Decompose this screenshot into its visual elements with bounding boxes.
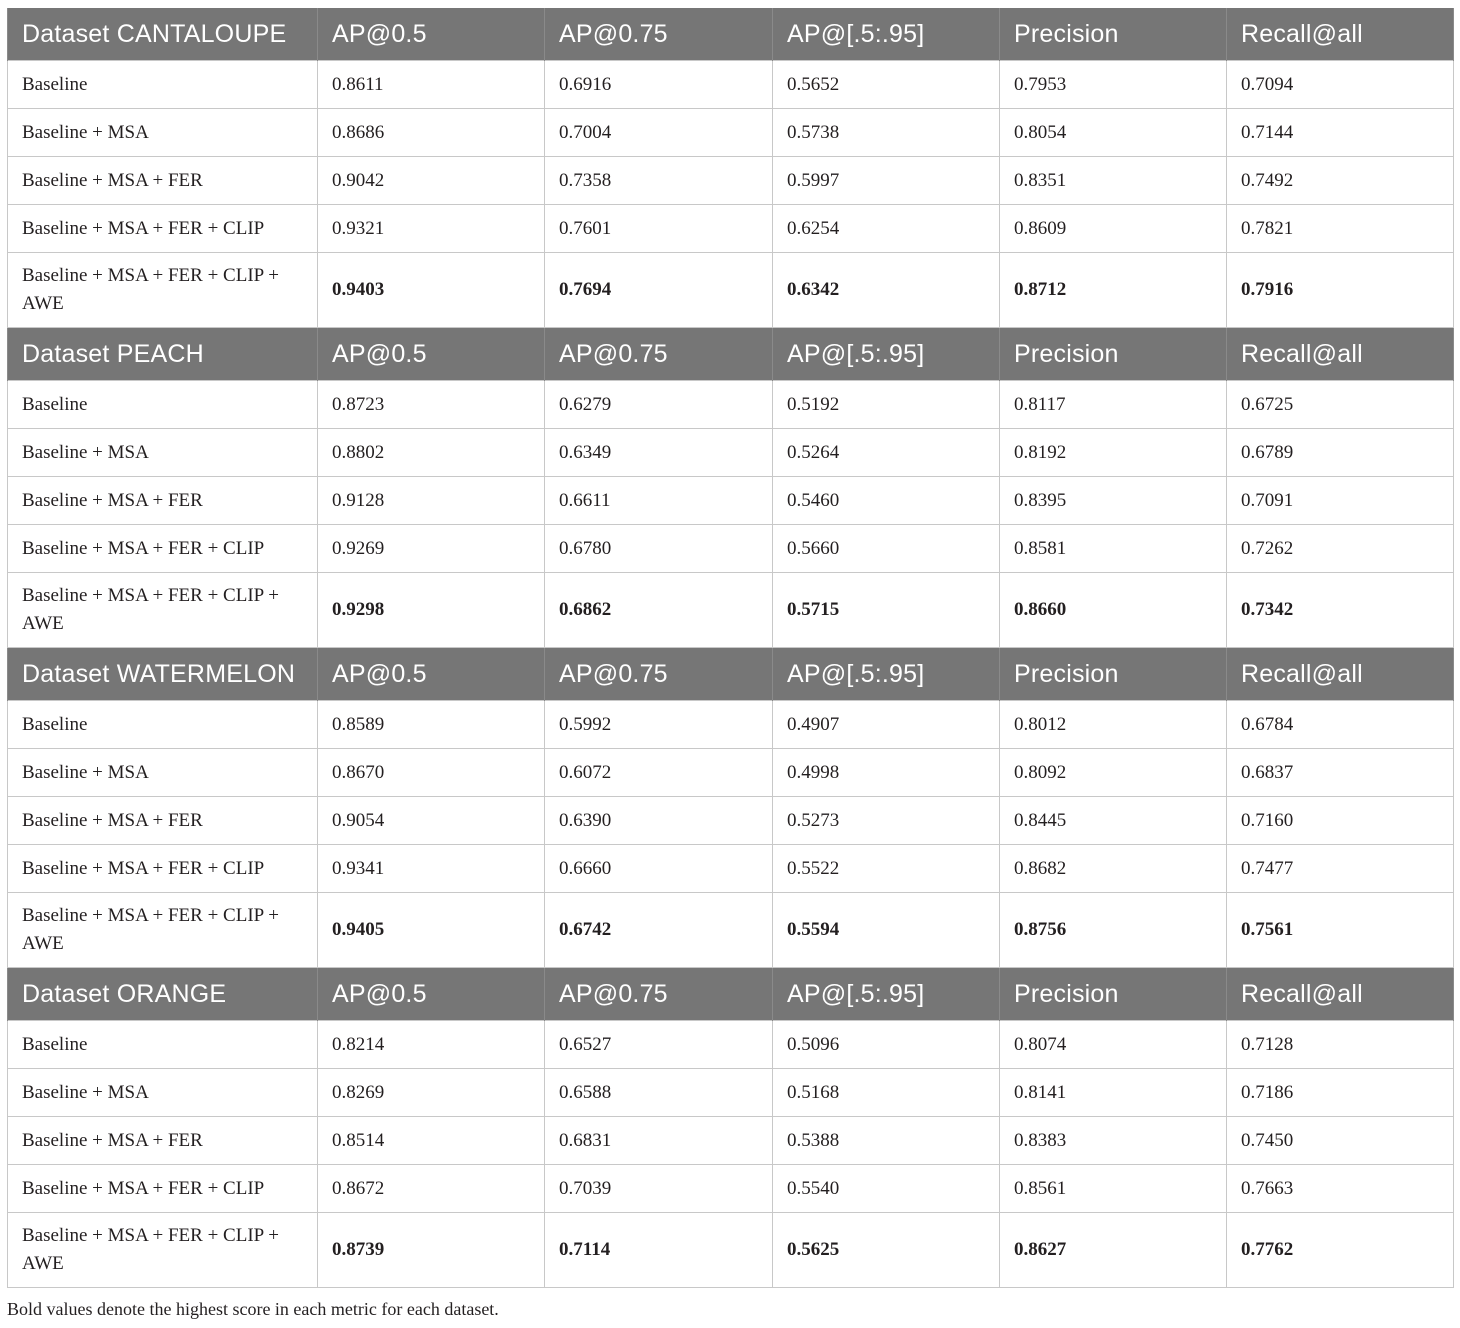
value-cell: 0.8351 — [1000, 157, 1227, 205]
section-header-row — [8, 328, 1454, 381]
ap50-header: AP@0.5 — [318, 8, 545, 61]
table-row — [8, 205, 1454, 253]
table-row — [8, 1213, 1454, 1288]
value-cell: 0.7128 — [1227, 1021, 1454, 1069]
method-cell: Baseline + MSA — [8, 429, 318, 477]
value-cell: 0.8672 — [318, 1165, 545, 1213]
value-cell: 0.8589 — [318, 701, 545, 749]
table-row — [8, 157, 1454, 205]
ap75-header: AP@0.75 — [545, 328, 773, 381]
ap50-header: AP@0.5 — [318, 328, 545, 381]
value-cell: 0.8682 — [1000, 845, 1227, 893]
ap75-header: AP@0.75 — [545, 648, 773, 701]
value-cell: 0.8445 — [1000, 797, 1227, 845]
value-cell: 0.6390 — [545, 797, 773, 845]
value-cell: 0.5625 — [773, 1213, 1000, 1288]
value-cell: 0.7821 — [1227, 205, 1454, 253]
value-cell: 0.8074 — [1000, 1021, 1227, 1069]
value-cell: 0.7160 — [1227, 797, 1454, 845]
value-cell: 0.7561 — [1227, 893, 1454, 968]
method-cell: Baseline + MSA + FER + CLIP + AWE — [8, 1213, 318, 1288]
table-row — [8, 749, 1454, 797]
table-row — [8, 1117, 1454, 1165]
method-cell: Baseline + MSA + FER — [8, 797, 318, 845]
value-cell: 0.7358 — [545, 157, 773, 205]
value-cell: 0.6784 — [1227, 701, 1454, 749]
value-cell: 0.8054 — [1000, 109, 1227, 157]
method-cell: Baseline + MSA — [8, 749, 318, 797]
value-cell: 0.5192 — [773, 381, 1000, 429]
value-cell: 0.6254 — [773, 205, 1000, 253]
value-cell: 0.5594 — [773, 893, 1000, 968]
section-header-row — [8, 8, 1454, 61]
method-cell: Baseline — [8, 381, 318, 429]
value-cell: 0.9269 — [318, 525, 545, 573]
value-cell: 0.8670 — [318, 749, 545, 797]
value-cell: 0.5264 — [773, 429, 1000, 477]
table-row — [8, 61, 1454, 109]
recall-header: Recall@all — [1227, 648, 1454, 701]
value-cell: 0.8395 — [1000, 477, 1227, 525]
value-cell: 0.5273 — [773, 797, 1000, 845]
dataset-name-cell: Dataset WATERMELON — [8, 648, 318, 701]
table-row — [8, 845, 1454, 893]
value-cell: 0.8609 — [1000, 205, 1227, 253]
value-cell: 0.9403 — [318, 253, 545, 328]
value-cell: 0.9054 — [318, 797, 545, 845]
table-row — [8, 525, 1454, 573]
table-row — [8, 573, 1454, 648]
table-row — [8, 381, 1454, 429]
value-cell: 0.6837 — [1227, 749, 1454, 797]
ap50-header: AP@0.5 — [318, 648, 545, 701]
recall-header: Recall@all — [1227, 328, 1454, 381]
method-cell: Baseline + MSA — [8, 1069, 318, 1117]
ap-range-header: AP@[.5:.95] — [773, 968, 1000, 1021]
section-header-row — [8, 648, 1454, 701]
value-cell: 0.7450 — [1227, 1117, 1454, 1165]
value-cell: 0.8383 — [1000, 1117, 1227, 1165]
method-cell: Baseline + MSA + FER + CLIP — [8, 1165, 318, 1213]
table-row — [8, 477, 1454, 525]
value-cell: 0.4998 — [773, 749, 1000, 797]
value-cell: 0.8712 — [1000, 253, 1227, 328]
table-row — [8, 893, 1454, 968]
precision-header: Precision — [1000, 968, 1227, 1021]
value-cell: 0.6660 — [545, 845, 773, 893]
method-cell: Baseline + MSA — [8, 109, 318, 157]
value-cell: 0.6862 — [545, 573, 773, 648]
value-cell: 0.6342 — [773, 253, 1000, 328]
value-cell: 0.8660 — [1000, 573, 1227, 648]
value-cell: 0.6611 — [545, 477, 773, 525]
value-cell: 0.7694 — [545, 253, 773, 328]
value-cell: 0.5460 — [773, 477, 1000, 525]
value-cell: 0.5715 — [773, 573, 1000, 648]
section-header-row — [8, 968, 1454, 1021]
value-cell: 0.5738 — [773, 109, 1000, 157]
value-cell: 0.5096 — [773, 1021, 1000, 1069]
ap-range-header: AP@[.5:.95] — [773, 328, 1000, 381]
value-cell: 0.9128 — [318, 477, 545, 525]
value-cell: 0.7094 — [1227, 61, 1454, 109]
value-cell: 0.7114 — [545, 1213, 773, 1288]
ap75-header: AP@0.75 — [545, 968, 773, 1021]
value-cell: 0.4907 — [773, 701, 1000, 749]
method-cell: Baseline + MSA + FER + CLIP — [8, 205, 318, 253]
table-row — [8, 797, 1454, 845]
method-cell: Baseline + MSA + FER — [8, 1117, 318, 1165]
value-cell: 0.8561 — [1000, 1165, 1227, 1213]
method-cell: Baseline + MSA + FER + CLIP — [8, 525, 318, 573]
ap75-header: AP@0.75 — [545, 8, 773, 61]
method-cell: Baseline + MSA + FER + CLIP + AWE — [8, 253, 318, 328]
precision-header: Precision — [1000, 328, 1227, 381]
value-cell: 0.8581 — [1000, 525, 1227, 573]
method-cell: Baseline + MSA + FER — [8, 157, 318, 205]
recall-header: Recall@all — [1227, 968, 1454, 1021]
method-cell: Baseline + MSA + FER + CLIP — [8, 845, 318, 893]
table-row — [8, 1165, 1454, 1213]
results-table-body — [8, 8, 1454, 1288]
dataset-name-cell: Dataset CANTALOUPE — [8, 8, 318, 61]
value-cell: 0.7039 — [545, 1165, 773, 1213]
table-row — [8, 253, 1454, 328]
value-cell: 0.6742 — [545, 893, 773, 968]
value-cell: 0.5388 — [773, 1117, 1000, 1165]
value-cell: 0.6780 — [545, 525, 773, 573]
value-cell: 0.6588 — [545, 1069, 773, 1117]
value-cell: 0.8092 — [1000, 749, 1227, 797]
ap-range-header: AP@[.5:.95] — [773, 648, 1000, 701]
method-cell: Baseline + MSA + FER + CLIP + AWE — [8, 573, 318, 648]
results-table-container — [7, 8, 1453, 1288]
value-cell: 0.6279 — [545, 381, 773, 429]
value-cell: 0.7091 — [1227, 477, 1454, 525]
value-cell: 0.7916 — [1227, 253, 1454, 328]
ap-range-header: AP@[.5:.95] — [773, 8, 1000, 61]
value-cell: 0.7144 — [1227, 109, 1454, 157]
value-cell: 0.9341 — [318, 845, 545, 893]
method-cell: Baseline — [8, 701, 318, 749]
table-footnote: Bold values denote the highest score in each metric for each dataset. — [7, 1299, 499, 1319]
results-table — [7, 8, 1454, 1288]
value-cell: 0.6916 — [545, 61, 773, 109]
value-cell: 0.5522 — [773, 845, 1000, 893]
precision-header: Precision — [1000, 8, 1227, 61]
value-cell: 0.8117 — [1000, 381, 1227, 429]
value-cell: 0.6725 — [1227, 381, 1454, 429]
table-row — [8, 109, 1454, 157]
value-cell: 0.8514 — [318, 1117, 545, 1165]
value-cell: 0.6527 — [545, 1021, 773, 1069]
table-row — [8, 1021, 1454, 1069]
table-row — [8, 429, 1454, 477]
value-cell: 0.7186 — [1227, 1069, 1454, 1117]
value-cell: 0.8756 — [1000, 893, 1227, 968]
value-cell: 0.8141 — [1000, 1069, 1227, 1117]
value-cell: 0.5992 — [545, 701, 773, 749]
method-cell: Baseline — [8, 1021, 318, 1069]
recall-header: Recall@all — [1227, 8, 1454, 61]
value-cell: 0.6349 — [545, 429, 773, 477]
value-cell: 0.8802 — [318, 429, 545, 477]
value-cell: 0.8739 — [318, 1213, 545, 1288]
value-cell: 0.6072 — [545, 749, 773, 797]
table-row — [8, 701, 1454, 749]
value-cell: 0.9042 — [318, 157, 545, 205]
precision-header: Precision — [1000, 648, 1227, 701]
value-cell: 0.8192 — [1000, 429, 1227, 477]
value-cell: 0.7953 — [1000, 61, 1227, 109]
dataset-name-cell: Dataset ORANGE — [8, 968, 318, 1021]
value-cell: 0.7663 — [1227, 1165, 1454, 1213]
value-cell: 0.7762 — [1227, 1213, 1454, 1288]
value-cell: 0.5997 — [773, 157, 1000, 205]
value-cell: 0.7601 — [545, 205, 773, 253]
ap50-header: AP@0.5 — [318, 968, 545, 1021]
value-cell: 0.5652 — [773, 61, 1000, 109]
value-cell: 0.6831 — [545, 1117, 773, 1165]
value-cell: 0.6789 — [1227, 429, 1454, 477]
value-cell: 0.5660 — [773, 525, 1000, 573]
value-cell: 0.8627 — [1000, 1213, 1227, 1288]
method-cell: Baseline — [8, 61, 318, 109]
value-cell: 0.8012 — [1000, 701, 1227, 749]
value-cell: 0.5168 — [773, 1069, 1000, 1117]
value-cell: 0.8723 — [318, 381, 545, 429]
value-cell: 0.7342 — [1227, 573, 1454, 648]
value-cell: 0.7004 — [545, 109, 773, 157]
value-cell: 0.7477 — [1227, 845, 1454, 893]
value-cell: 0.7262 — [1227, 525, 1454, 573]
value-cell: 0.5540 — [773, 1165, 1000, 1213]
value-cell: 0.9298 — [318, 573, 545, 648]
value-cell: 0.8214 — [318, 1021, 545, 1069]
method-cell: Baseline + MSA + FER + CLIP + AWE — [8, 893, 318, 968]
method-cell: Baseline + MSA + FER — [8, 477, 318, 525]
value-cell: 0.8611 — [318, 61, 545, 109]
value-cell: 0.9405 — [318, 893, 545, 968]
value-cell: 0.8269 — [318, 1069, 545, 1117]
value-cell: 0.8686 — [318, 109, 545, 157]
value-cell: 0.7492 — [1227, 157, 1454, 205]
value-cell: 0.9321 — [318, 205, 545, 253]
dataset-name-cell: Dataset PEACH — [8, 328, 318, 381]
table-row — [8, 1069, 1454, 1117]
